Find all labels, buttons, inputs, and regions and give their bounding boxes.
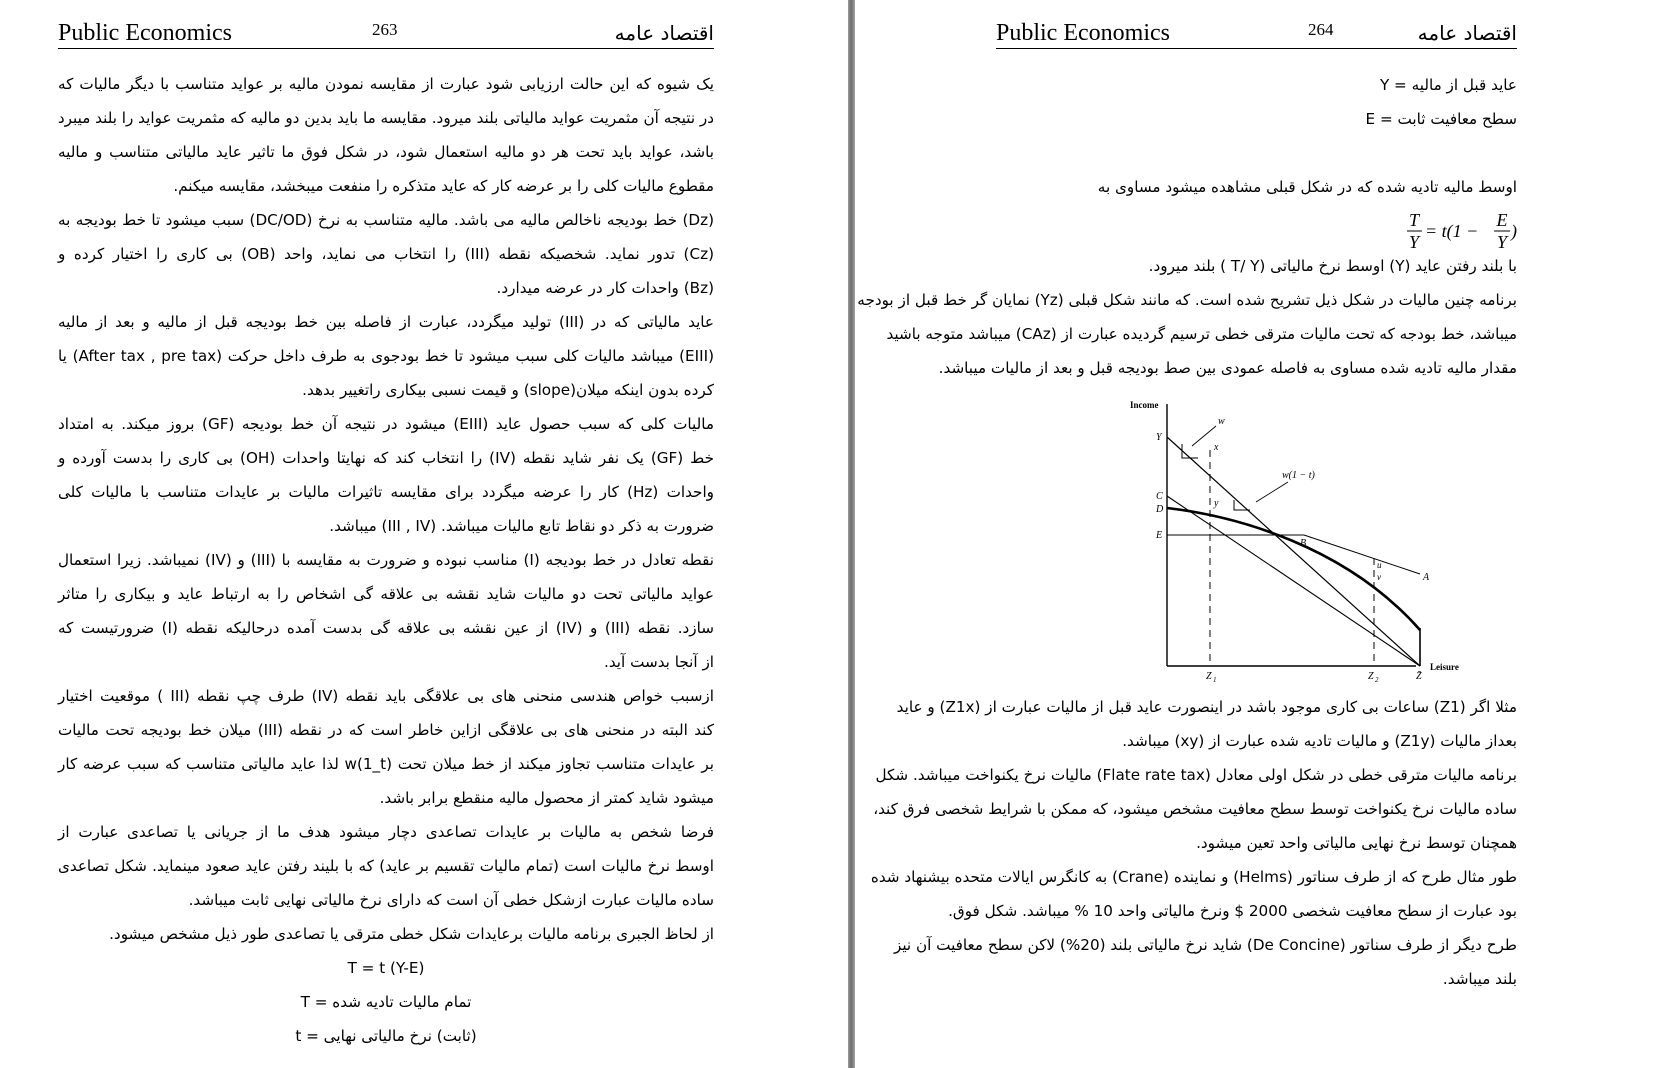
left-paragraph-line: کند البته در منحنی های بی علاقگی ازاین خاطر است که در نقطه (III) میلان خط بودیجه تحت مالیات — [58, 721, 714, 739]
formula-rhs-suffix: ) — [1511, 221, 1517, 241]
left-paragraph-line: مالیات کلی که سبب حصول عاید (EIII) میشود در نتیجه آن خط بودیجه (GF) بروز میکند. به امتداد — [58, 415, 714, 433]
right-page-examples — [870, 690, 1517, 996]
formula-rhs-prefix: = t(1 − — [1425, 221, 1479, 241]
left-paragraph-line: از لحاظ الجبری برنامه مالیات برعایدات شکل خطی مترقی یا تصاعدی طور ذیل مشخص میشود. — [109, 925, 714, 943]
explanation-line: با بلند رفتن عاید (Y) اوسط نرخ مالیاتی (T/ Y ) بلند میرود. — [1148, 257, 1517, 275]
formula-rhs-denominator: Y — [1496, 232, 1508, 252]
y-axis-label: Income — [1130, 400, 1159, 410]
intro-line: اوسط مالیه تادیه شده که در شکل قبلی مشاهده میشود مساوی به — [1097, 178, 1517, 196]
left-paragraph-line: نقطه تعادل در خط بودیجه (I) مناسب نبوده و ضرورت به مقایسه با (III) و (IV) نمیباشد. زیرا استعمال — [58, 551, 715, 569]
label-y: y — [1214, 498, 1219, 509]
average-tax-formula — [1407, 210, 1519, 252]
example-line: مثلا اگر (Z1) ساعات بی کاری موجود باشد در اینصورت عاید قبل از مالیات عبارت از (Z1x) و عاید — [896, 698, 1517, 716]
right-page-definitions — [996, 68, 1517, 136]
left-paragraph-line: باشد، عواید باید تحت هر دو مالیه استعمال شود، در شکل فوق ما تاثیر عاید مالیاتی متناسب و مالیه — [58, 143, 714, 161]
left-page-body — [58, 67, 714, 1053]
left-paragraph-line: عاید مالیاتی که در (III) تولید میگردد، عبارت از فاصله بین خط بودیجه قبل از مالیه و بعد از مالیه — [58, 313, 714, 331]
label-w1t: w(1 − t) — [1282, 470, 1315, 481]
explanation-line: میباشد، خط بودجه که تحت مالیات مترقی خطی ترسیم گردیده عبارت از (CAz) میباشد متوجه باشید — [886, 325, 1517, 343]
left-paragraph-line: یک شیوه که این حالت ارزیابی شود عبارت از مقایسه نمودن مالیه بر عواید متناسب با دیگر مالیات که — [58, 75, 714, 93]
right-page — [856, 0, 1680, 1068]
page-divider — [848, 0, 855, 1068]
progressive-tax-diagram — [1116, 396, 1459, 684]
example-line: همچنان توسط نرخ نهایی مالیاتی واحد تعین میشود. — [1196, 834, 1517, 852]
page-number: 263 — [372, 20, 398, 39]
left-paragraph-line: فرضا شخص به مالیات بر عایدات تصاعدی دچار میشود هدف ما از جریانی یا تصاعدی عبارت از — [58, 823, 714, 841]
left-paragraph-line: میشود شاید کمتر از محصول مالیه منقطع برابر باشد. — [379, 789, 714, 807]
example-line: بلند میباشد. — [1442, 970, 1517, 988]
left-paragraph-line: ضرورت به ذکر دو نقاط تابع مالیات میباشد. (III , IV) میباشد. — [329, 517, 714, 535]
example-line: ساده مالیات نرخ یکنواخت توسط سطح معافیت مشخص میشود، که ممکن با شرایط شخصی فرق کند، — [873, 800, 1517, 818]
left-paragraph-line: (Cz) تدور نماید. شخصیکه نقطه (III) را انتخاب می نماید، واحد (OB) بی کاری را اختیار کرده و — [58, 245, 714, 263]
explanation-line: مقدار مالیه تادیه شده مساوی به فاصله عمودی بین صط بودیجه قبل و بعد از مالیات میباشد. — [938, 359, 1517, 377]
right-page-explanation — [857, 249, 1517, 385]
label-E: E — [1156, 530, 1163, 541]
label-v: v — [1377, 572, 1381, 582]
left-paragraph-line: T = t (Y-E) — [347, 959, 425, 977]
w1t-pointer — [1256, 482, 1288, 502]
formula-rhs-numerator: E — [1496, 210, 1508, 230]
formula-lhs-numerator: T — [1408, 210, 1420, 230]
label-C: C — [1156, 491, 1163, 502]
left-paragraph-line: در نتیجه آن مثمریت عواید مالیاتی بلند میرود. مقایسه ما باید بدین دو مالیه که مثمریت عواید را بلند میبرد — [57, 109, 714, 127]
explanation-line: برنامه چنین مالیات در شکل ذیل تشریح شده است. که مانند شکل قبلی (Yz) نمایان گر خط قبل از بودجه — [857, 291, 1517, 309]
example-line: برنامه مالیات مترقی خطی در شکل اولی معادل (Flate rate tax) مالیات نرخ یکنواخت میباشد. شکل — [875, 766, 1517, 784]
left-paragraph-line: (Dz) خط بودیجه ناخالص مالیه می باشد. مالیه متناسب به نرخ (DC/OD) سبب میشود تا خط بودیجه به — [58, 211, 714, 229]
w-slope-triangle — [1182, 444, 1198, 458]
definition-line: عاید قبل از مالیه = Y — [1379, 76, 1517, 94]
header-title-persian: اقتصاد عامه — [614, 21, 714, 45]
left-paragraph-line: اوسط نرخ مالیات است (تمام مالیات تقسیم بر عاید) که با بلیند رفتن عاید صعود مینماید. شکل تصاعدی — [58, 857, 714, 875]
right-page-intro — [996, 170, 1517, 204]
header-title-english: Public Economics — [58, 20, 232, 46]
page-number: 264 — [1308, 20, 1334, 39]
right-page-header — [996, 18, 1517, 49]
left-page-header — [58, 18, 714, 49]
post-tax-budget-curve — [1167, 508, 1420, 630]
left-paragraph-line: عواید مالیاتی تحت دو مالیات شاید نقشه بی علاقه گی اشخاص را به ارتباط عاید و بیکاری را متاثر — [58, 585, 714, 603]
label-B: B — [1300, 538, 1307, 549]
left-paragraph-line: (EIII) میباشد مالیات کلی سبب میشود تا خط بودجوی به طرف داخل حرکت (After tax , pre tax) یا — [58, 347, 714, 365]
label-Zbar: Z̄ — [1416, 671, 1422, 682]
example-line: بود عبارت از سطح معافیت شخصی 2000 $ ونرخ مالیاتی واحد 10 % میباشد. شکل فوق. — [948, 902, 1517, 920]
label-A: A — [1423, 572, 1430, 583]
left-paragraph-line: بر عایدات متناسب تجاوز میکند از خط میلان تحت (w(1_t لذا عاید مالیاتی متناسب که سبب عرضه کار — [58, 755, 714, 773]
left-paragraph-line: واحدات (Hz) کار را عرضه میگردد برای مقایسه تاثیرات مالیات بر عایدات متناسب با مالیات کلی — [58, 483, 714, 501]
definition-line: سطح معافیت ثابت = E — [1365, 110, 1517, 128]
label-Y: Y — [1156, 432, 1162, 443]
header-title-english: Public Economics — [996, 20, 1170, 46]
label-Z2-subscript: 2 — [1375, 676, 1379, 684]
left-paragraph-line: (Bz) واحدات کار در عرضه میدارد. — [496, 279, 714, 297]
formula-lhs-denominator: Y — [1408, 232, 1420, 252]
c-line — [1167, 496, 1420, 666]
example-line: طور مثال طرح که از طرف سناتور (Helms) و نماینده (Crane) به کانگرس ایالات متحده بیشنهاد شده — [870, 868, 1517, 886]
left-paragraph-line: خط (GF) یک نفر شاید نقطه (IV) را انتخاب کند که نهایتا واحدات (OH) بی کاری را بدست آورده و — [58, 449, 714, 467]
left-paragraph-line: از آنجا بدست آید. — [604, 653, 714, 671]
left-paragraph-line: ساده مالیات عبارت ازشکل خطی آن است که دارای نرخ مالیاتی نهایی ثابت میباشد. — [188, 891, 714, 909]
x-axis-label: Leisure — [1430, 662, 1459, 672]
label-Z2: Z — [1368, 671, 1374, 682]
label-x: x — [1214, 442, 1219, 453]
label-Z1-subscript: 1 — [1213, 676, 1217, 684]
left-paragraph-line: کرده بدون اینکه میلان(slope) و قیمت نسبی بیکاری راتغییر بدهد. — [302, 381, 714, 399]
header-title-persian: اقتصاد عامه — [1417, 21, 1517, 45]
example-line: طرح دیگر از طرف سناتور (De Concine) شاید نرخ مالیاتی بلند (20%) لاکن سطح معافیت آن نیز — [893, 936, 1517, 954]
label-Z1: Z — [1206, 671, 1212, 682]
label-w: w — [1218, 416, 1225, 427]
left-paragraph-line: سازد. نقطه (III) و (IV) از عین نقشه بی علاقه گی بدست آمده درحالیکه نقطه (I) ضرورتیست که — [58, 619, 714, 637]
left-paragraph-line: تمام مالیات تادیه شده = T — [300, 993, 472, 1011]
label-u: u — [1377, 560, 1382, 570]
example-line: بعداز مالیات (Z1y) و مالیات تادیه شده عبارت از (xy) میباشد. — [1122, 732, 1517, 750]
left-paragraph-line: مقطوع مالیات کلی را بر عرضه کار که عاید متذکره را منفعت میبخشد، مقایسه میکنم. — [173, 177, 714, 195]
label-D: D — [1156, 504, 1164, 515]
left-paragraph-line: ازسبب خواص هندسی منحنی های بی علاقگی باید نقطه (IV) طرف چپ نقطه (III ) موقعیت اختیار — [58, 687, 714, 705]
w-pointer — [1192, 426, 1216, 446]
left-paragraph-line: (ثابت) نرخ مالیاتی نهایی = t — [295, 1027, 477, 1045]
